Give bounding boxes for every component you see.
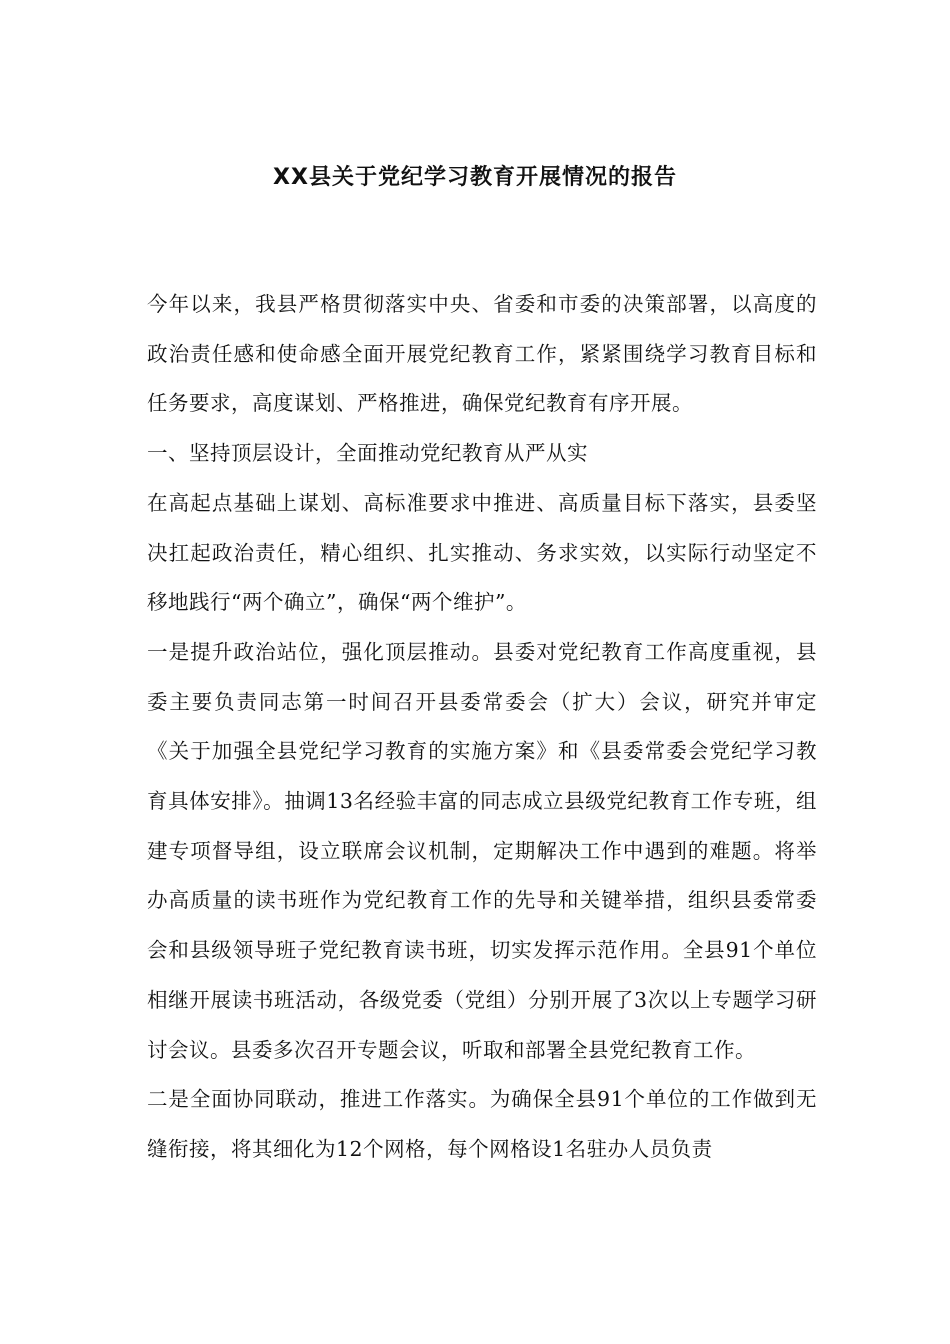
document-title: XX县关于党纪学习教育开展情况的报告	[273, 165, 677, 190]
point-1-paragraph: 一是提升政治站位，强化顶层推动。县委对党纪教育工作高度重视，县委主要负责同志第一时间召开县委常委会（扩大）会议，研究并审定《关于加强全县党纪学习教育的实施方案》和《县委常委会党纪学习教育具体安排》。抽调13名经验丰富的同志成立县级党纪教育工作专班，组建专项督导组，设立联席会议机制，定期解决工作中遇到的难题。将举办高质量的读书班作为党纪教育工作的先导和关键举措，组织县委常委会和县级领导班子党纪教育读书班，切实发挥示范作用。全县91个单位相继开展读书班活动，各级党委（党组）分别开展了3次以上专题学习研讨会议。县委多次召开专题会议，听取和部署全县党纪教育工作。	[147, 639, 817, 1062]
section-1-intro-paragraph: 在高起点基础上谋划、高标准要求中推进、高质量目标下落实，县委坚决扛起政治责任，精心组织、扎实推动、务求实效，以实际行动坚定不移地践行“两个确立”，确保“两个维护”。	[147, 490, 817, 615]
point-2-paragraph: 二是全面协同联动，推进工作落实。为确保全县91个单位的工作做到无缝衔接，将其细化为12个网格，每个网格设1名驻办人员负责	[147, 1087, 817, 1161]
intro-paragraph: 今年以来，我县严格贯彻落实中央、省委和市委的决策部署，以高度的政治责任感和使命感全面开展党纪教育工作，紧紧围绕学习教育目标和任务要求，高度谋划、严格推进，确保党纪教育有序开展。	[147, 292, 817, 416]
section-heading-1: 一、坚持顶层设计，全面推动党纪教育从严从实	[147, 441, 588, 466]
document-body	[147, 280, 817, 1175]
